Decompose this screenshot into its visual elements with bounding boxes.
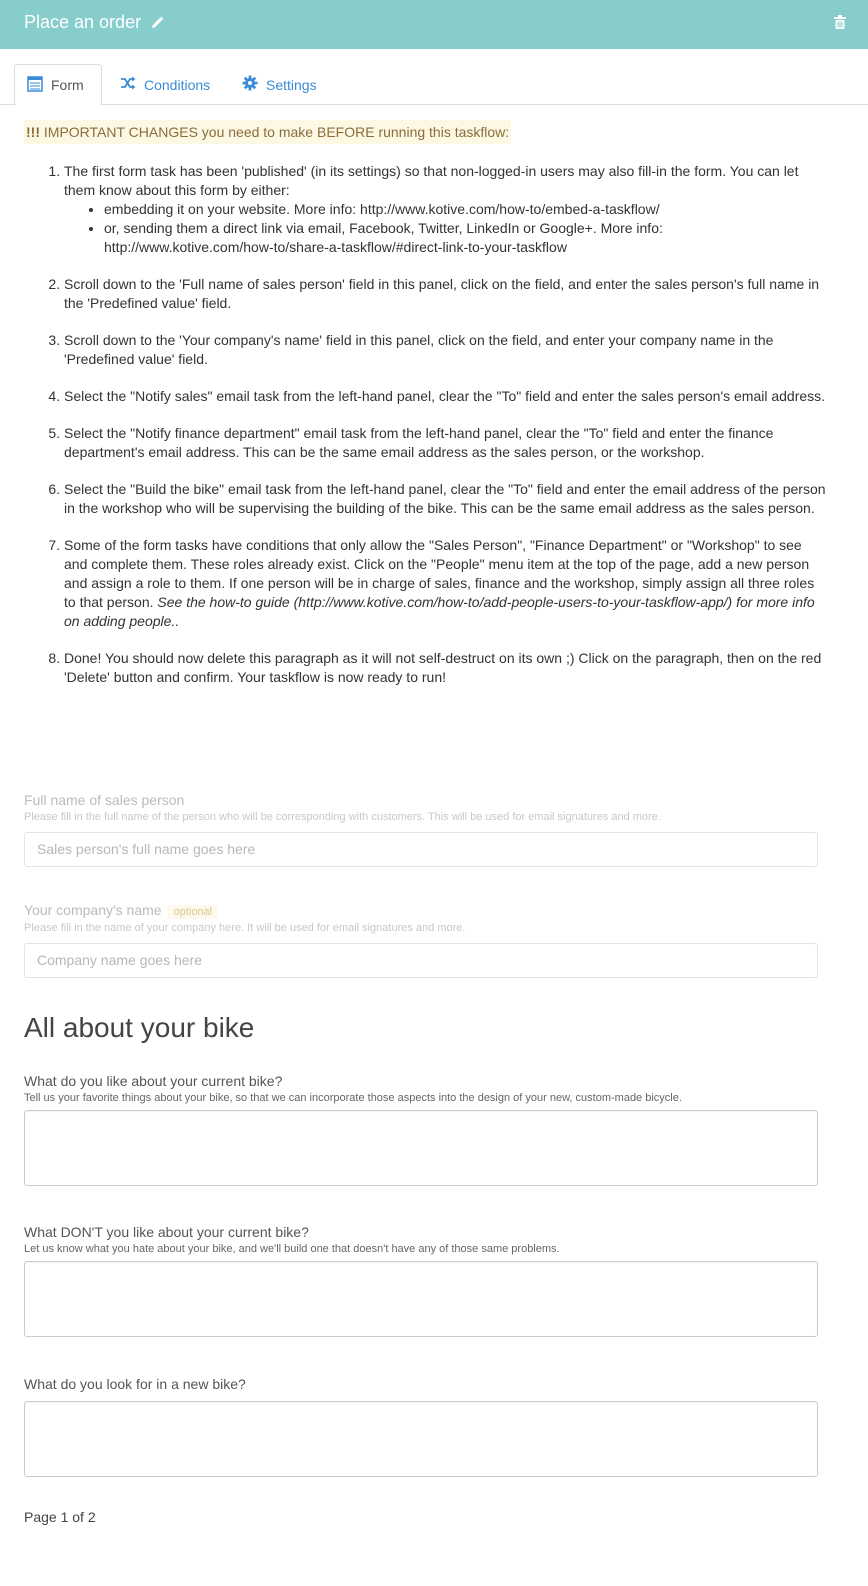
company-name-input[interactable]: Company name goes here	[24, 943, 818, 978]
notice-prefix: !!!	[26, 124, 40, 140]
notice-text: IMPORTANT CHANGES you need to make BEFORE running this taskflow:	[40, 124, 510, 140]
tab-form-label: Form	[51, 77, 84, 93]
page-header	[0, 0, 868, 49]
field-help: Let us know what you hate about your bike, and we'll build one that doesn't have any of those same problems.	[24, 1243, 560, 1255]
field-help: Tell us your favorite things about your bike, so that we can incorporate those aspects into the design of your new, custom-made bicycle.	[24, 1092, 682, 1104]
tab-settings-label: Settings	[266, 76, 317, 93]
question-dislike-field	[24, 1224, 818, 1337]
tab-settings[interactable]	[230, 64, 329, 105]
field-label: What do you like about your current bike?	[24, 1073, 283, 1089]
sub-list-item: • embedding it on your website. More info: http://www.kotive.com/how-to/embed-a-taskflow/	[104, 200, 828, 219]
field-label: What do you look for in a new bike?	[24, 1376, 246, 1392]
tab-conditions-label: Conditions	[144, 76, 211, 93]
optional-badge: optional	[168, 905, 219, 919]
list-item: 6. Select the "Build the bike" email task from the left-hand panel, clear the "To" field and enter the email address of the person in the workshop who will be supervising the building of the bike. This can be the same email address as the sales person.	[64, 480, 828, 518]
howto-link-text: See the how-to guide (http://www.kotive.com/how-to/add-people-users-to-your-taskflow-app/) for more info on adding people..	[64, 594, 815, 629]
page-indicator: Page 1 of 2	[24, 1509, 96, 1525]
field-label: Full name of sales person	[24, 792, 185, 808]
dislike-textarea[interactable]	[24, 1261, 818, 1337]
shuffle-icon	[120, 76, 136, 93]
section-title: All about your bike	[24, 1012, 255, 1043]
pencil-icon[interactable]	[150, 16, 164, 35]
important-notice	[24, 120, 511, 144]
company-name-field	[24, 902, 818, 978]
question-like-field	[24, 1073, 818, 1186]
field-help: Please fill in the full name of the person who will be corresponding with customers. This will be used for email signatures and more.	[24, 811, 661, 823]
list-item: 5. Select the "Notify finance department" email task from the left-hand panel, clear the "To" field and enter the finance department's email address. This can be the same email address as the sales person, or the workshop.	[64, 424, 828, 462]
steps-list	[24, 162, 828, 687]
question-new-bike-field	[24, 1376, 818, 1477]
instructions-panel[interactable]	[24, 105, 828, 705]
field-label: What DON'T you like about your current bike?	[24, 1224, 309, 1240]
tab-conditions[interactable]	[108, 64, 222, 105]
field-help: Please fill in the name of your company here. It will be used for email signatures and more.	[24, 922, 466, 934]
like-textarea[interactable]	[24, 1110, 818, 1186]
sub-list-item: • or, sending them a direct link via email, Facebook, Twitter, LinkedIn or Google+. More info: http://www.kotive.com/how-to/share-a-taskflow/#direct-link-to-your-taskflow	[104, 219, 828, 257]
trash-icon[interactable]	[834, 15, 846, 34]
list-item: 2. Scroll down to the 'Full name of sales person' field in this panel, click on the field, and enter the sales person's full name in the 'Predefined value' field.	[64, 275, 828, 313]
page-title: Place an order	[24, 12, 142, 32]
list-item	[64, 536, 828, 631]
sales-person-input[interactable]: Sales person's full name goes here	[24, 832, 818, 867]
list-item	[64, 162, 828, 257]
field-label-row	[24, 902, 818, 919]
tab-form[interactable]	[14, 64, 102, 106]
sales-person-field	[24, 792, 818, 867]
sub-list	[64, 200, 828, 257]
list-item: 3. Scroll down to the 'Your company's name' field in this panel, click on the field, and enter your company name in the 'Predefined value' field.	[64, 331, 828, 369]
field-label: Your company's name	[24, 902, 162, 918]
step-text: Some of the form tasks have conditions that only allow the "Sales Person", "Finance Department" or "Workshop" to see and complete them. These roles already exist. Click on the "People" menu item at the top of the page, add a new person and assign a role to them. If one person will be in charge of sales, finance and the workshop, simply assign all three roles to that person.	[64, 537, 815, 610]
step-text: The first form task has been 'published' (in its settings) so that non-logged-in users may also fill-in the form. You can let them know about this form by either:	[64, 163, 799, 198]
gear-icon	[242, 75, 258, 94]
new-bike-textarea[interactable]	[24, 1401, 818, 1477]
form-icon	[27, 76, 43, 95]
list-item: 8. Done! You should now delete this paragraph as it will not self-destruct on its own ;) Click on the paragraph, then on the red 'Delete' button and confirm. Your taskflow is now ready to run!	[64, 649, 828, 687]
list-item: 4. Select the "Notify sales" email task from the left-hand panel, clear the "To" field and enter the sales person's email address.	[64, 387, 828, 406]
tab-bar	[0, 49, 868, 105]
